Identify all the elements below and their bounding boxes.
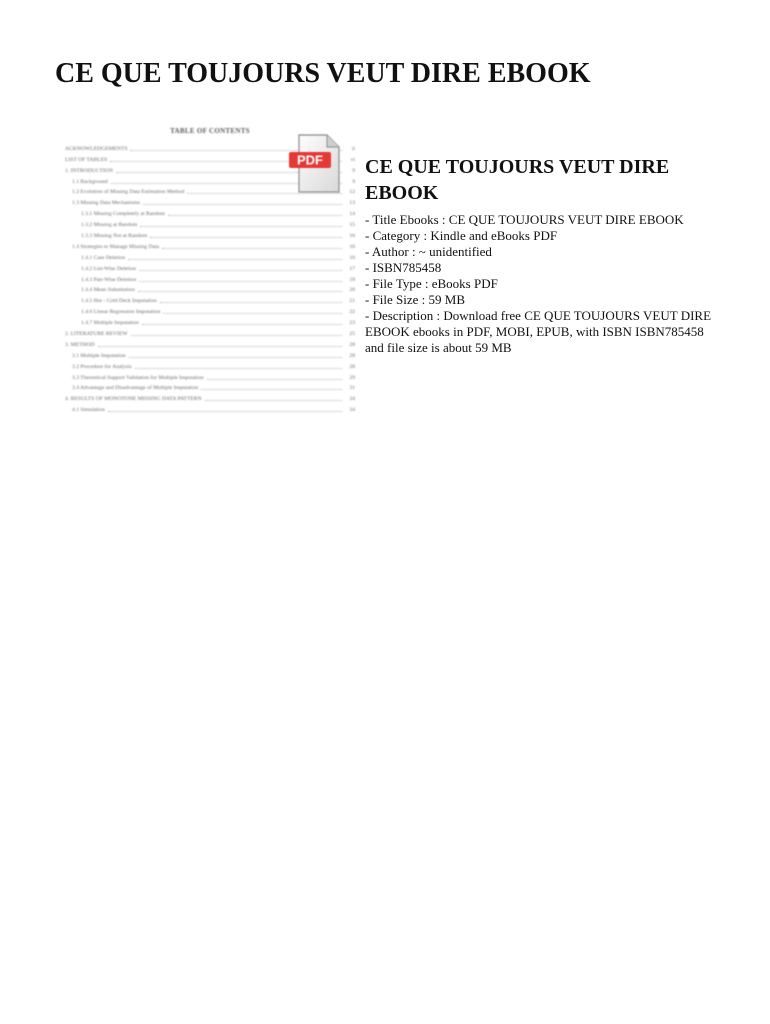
toc-entry	[65, 262, 355, 273]
toc-entry	[65, 229, 355, 240]
toc-entry	[65, 284, 355, 295]
toc-entry	[65, 218, 355, 229]
toc-entry-page: 21	[349, 298, 355, 305]
toc-entry-page: ii	[351, 145, 355, 152]
toc-entry	[65, 251, 355, 262]
toc-entry	[65, 371, 355, 382]
toc-entry-page: 9	[352, 178, 355, 185]
toc-entry-label: 1.3 Missing Data Mechanisms	[72, 200, 141, 207]
toc-entry	[65, 338, 355, 349]
toc-entry	[65, 327, 355, 338]
toc-entry-page: vi	[350, 156, 355, 163]
toc-entry	[65, 294, 355, 305]
toc-entry	[65, 196, 355, 207]
meta-author: - Author : ~ unidentified	[365, 244, 492, 259]
meta-isbn: - ISBN785458	[365, 260, 442, 275]
meta-file-size: - File Size : 59 MB	[365, 292, 466, 307]
toc-entry-page: 20	[349, 287, 355, 294]
toc-leader-dots	[135, 367, 342, 369]
toc-entry-label: 3. METHOD	[65, 341, 95, 348]
toc-entry-page: 16	[349, 243, 355, 250]
toc-entry-label: 3.4 Advantage and Disadvantage of Multiple Imputation	[72, 385, 199, 392]
toc-entry-page: 16	[349, 254, 355, 261]
toc-leader-dots	[140, 225, 342, 227]
toc-entry	[65, 240, 355, 251]
toc-entry	[65, 273, 355, 284]
toc-entry-label: 1.4.1 Case Deletion	[81, 254, 126, 261]
toc-leader-dots	[139, 269, 342, 271]
toc-leader-dots	[163, 312, 342, 314]
toc-entry-page: 25	[349, 331, 355, 338]
toc-leader-dots	[128, 258, 342, 260]
toc-entry-label: 3.2 Procedure for Analysis	[72, 363, 132, 370]
toc-leader-dots	[138, 290, 342, 292]
toc-leader-dots	[131, 334, 342, 336]
toc-entry	[65, 207, 355, 218]
toc-entry-page: 9	[352, 167, 355, 174]
toc-entry-page: 29	[349, 374, 355, 381]
toc-entry	[65, 305, 355, 316]
toc-entry-page: 12	[349, 189, 355, 196]
toc-leader-dots	[207, 378, 342, 380]
toc-entry-page: 23	[349, 320, 355, 327]
pdf-icon-label: PDF	[297, 152, 323, 168]
meta-title: - Title Ebooks : CE QUE TOUJOURS VEUT DIRE EBOOK	[365, 212, 684, 227]
toc-entry-label: 1.3.3 Missing Not at Random	[81, 233, 148, 240]
ebook-details	[365, 154, 725, 356]
toc-entry-label: LIST OF TABLES	[65, 156, 108, 163]
meta-description: - Description : Download free CE QUE TOUJOURS VEUT DIRE EBOOK ebooks in PDF, MOBI, EPUB, with ISBN ISBN785458 and file size is about 59 MB	[365, 308, 712, 355]
toc-entry-label: 1.2 Evolution of Missing Data Estimation Method	[72, 189, 185, 196]
toc-leader-dots	[168, 214, 342, 216]
toc-entry-label: 1.4 Strategies to Manage Missing Data	[72, 243, 159, 250]
toc-entry-label: 1. INTRODUCTION	[65, 167, 113, 174]
toc-entry-label: 1.4.6 Linear Regression Imputation	[81, 309, 161, 316]
page-title: CE QUE TOUJOURS VEUT DIRE EBOOK	[55, 58, 591, 89]
ebook-meta-list	[365, 212, 725, 356]
toc-entry-page: 16	[349, 233, 355, 240]
toc-leader-dots	[160, 301, 342, 303]
toc-entry-label: 1.3.2 Missing at Random	[81, 222, 138, 229]
toc-entry-label: 4. RESULTS OF MONOTONE MISSING DATA PATTERN	[65, 396, 202, 403]
toc-entry-label: 1.3.1 Missing Completely at Random	[81, 211, 165, 218]
toc-entry-page: 13	[349, 200, 355, 207]
toc-leader-dots	[162, 247, 342, 249]
toc-leader-dots	[142, 323, 342, 325]
toc-entry-label: 1.4.7 Multiple Imputation	[81, 320, 139, 327]
toc-leader-dots	[129, 356, 342, 358]
toc-entry-label: 1.1 Background	[72, 178, 108, 185]
toc-leader-dots	[201, 388, 342, 390]
toc-entry-label: 1.4.3 Pair-Wise Deletion	[81, 276, 137, 283]
toc-entry-page: 34	[349, 396, 355, 403]
ebook-title: CE QUE TOUJOURS VEUT DIRE EBOOK	[365, 156, 670, 204]
toc-entry-label: 3.3 Theoretical Support Validation for Multiple Imputation	[72, 374, 204, 381]
toc-entry-page: 31	[349, 385, 355, 392]
toc-entry-page: 28	[349, 341, 355, 348]
toc-entry	[65, 392, 355, 403]
toc-leader-dots	[139, 280, 342, 282]
toc-entry	[65, 316, 355, 327]
toc-entry-page: 34	[349, 407, 355, 414]
pdf-file-icon	[287, 132, 349, 196]
toc-entry-page: 15	[349, 222, 355, 229]
toc-leader-dots	[205, 399, 342, 401]
toc-entry	[65, 382, 355, 393]
toc-entry-page: 18	[349, 276, 355, 283]
toc-entry	[65, 360, 355, 371]
toc-heading: TABLE OF CONTENTS	[170, 127, 250, 135]
meta-category: - Category : Kindle and eBooks PDF	[365, 228, 558, 243]
toc-entry-page: 14	[349, 211, 355, 218]
toc-entry-page: 28	[349, 363, 355, 370]
meta-file-type: - File Type : eBooks PDF	[365, 276, 498, 291]
toc-leader-dots	[98, 345, 342, 347]
toc-leader-dots	[143, 203, 342, 205]
toc-entry-label: 3.1 Multiple Imputation	[72, 352, 126, 359]
toc-entry	[65, 349, 355, 360]
toc-entry-label: 1.4.5 Hot - Cold Deck Imputation	[81, 298, 157, 305]
toc-entry-page: 28	[349, 352, 355, 359]
toc-leader-dots	[108, 410, 342, 412]
toc-entry-page: 22	[349, 309, 355, 316]
toc-entry-label: 2. LITERATURE REVIEW	[65, 331, 128, 338]
toc-entry	[65, 403, 355, 414]
toc-entry-label: 1.4.4 Mean Substitution	[81, 287, 135, 294]
toc-entry-label: 1.4.2 List-Wise Deletion	[81, 265, 137, 272]
toc-entry-label: 4.1 Simulation	[72, 407, 105, 414]
toc-entry-page: 17	[349, 265, 355, 272]
toc-entry-label: ACKNOWLEDGEMENTS	[65, 145, 128, 152]
toc-leader-dots	[150, 236, 342, 238]
